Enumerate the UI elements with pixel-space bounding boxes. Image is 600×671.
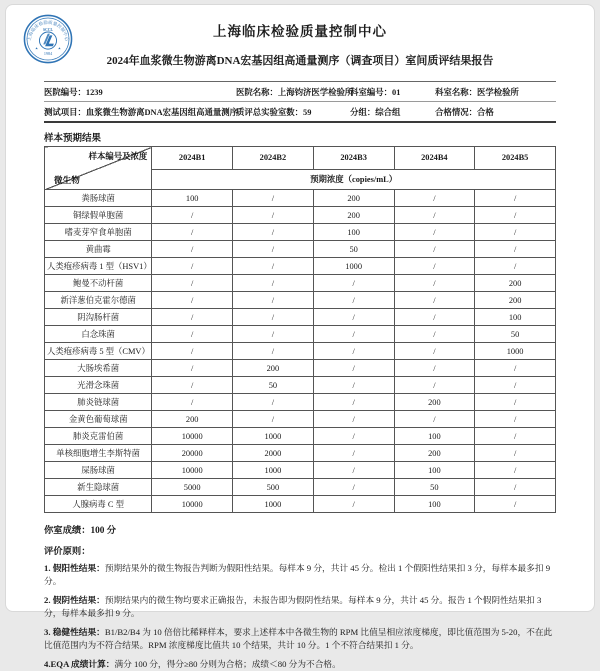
organism-name-cell: 黄曲霉 <box>45 241 152 258</box>
principle-2-text: 预期结果内的微生物均要求正确报告，未报告即为假阴性结果。每样本 9 分，共计 45 分。报告 1 个假阴性结果扣 3 分，每样本最多扣 9 分。 <box>44 594 542 619</box>
concentration-value-cell: / <box>152 258 233 275</box>
concentration-value-cell: / <box>233 326 314 343</box>
group-field <box>350 106 435 118</box>
seal-abbr-text: SCCL <box>43 27 53 32</box>
concentration-value-cell: / <box>233 275 314 292</box>
organism-name-cell: 人类疱疹病毒 5 型（CMV） <box>45 343 152 360</box>
organism-name-cell: 光滑念珠菌 <box>45 377 152 394</box>
concentration-value-cell: / <box>152 224 233 241</box>
table-row <box>45 428 556 445</box>
concentration-value-cell: / <box>313 394 394 411</box>
concentration-value-cell: 20000 <box>152 445 233 462</box>
organism-name-cell: 嗜麦芽窄食单胞菌 <box>45 224 152 241</box>
sccl-seal-logo <box>23 14 73 64</box>
organism-name-cell: 鲍曼不动杆菌 <box>45 275 152 292</box>
concentration-value-cell: / <box>475 190 556 207</box>
table-row <box>45 496 556 513</box>
concentration-value-cell: / <box>394 326 475 343</box>
concentration-value-cell: / <box>313 479 394 496</box>
organism-name-cell: 新洋葱伯克霍尔德菌 <box>45 292 152 309</box>
concentration-value-cell: / <box>475 496 556 513</box>
report-page <box>5 4 595 669</box>
hospital-name-label: 医院名称： <box>236 87 278 97</box>
concentration-value-cell: / <box>394 207 475 224</box>
table-header-row <box>45 147 556 170</box>
concentration-value-cell: / <box>233 411 314 428</box>
concentration-value-cell: / <box>475 241 556 258</box>
seal-year-text: 1984 <box>43 51 53 57</box>
principle-1-text: 预期结果外的微生物报告判断为假阳性结果。每样本 9 分，共计 45 分。检出 1 个假阳性结果扣 3 分，每样本最多扣 9 分。 <box>44 563 551 587</box>
concentration-value-cell: 2000 <box>233 445 314 462</box>
concentration-value-cell: / <box>152 360 233 377</box>
principle-2-lead: 2. 假阴性结果： <box>44 594 105 605</box>
pass-status-field <box>435 106 556 118</box>
table-row <box>45 411 556 428</box>
concentration-value-cell: 10000 <box>152 428 233 445</box>
seal-ring-text: 上海临床检验质量控制中心 <box>26 19 70 42</box>
table-row <box>45 360 556 377</box>
concentration-value-cell: / <box>394 275 475 292</box>
concentration-value-cell: 200 <box>313 207 394 224</box>
concentration-value-cell: / <box>394 224 475 241</box>
concentration-value-cell: / <box>475 411 556 428</box>
table-row <box>45 258 556 275</box>
concentration-value-cell: / <box>313 377 394 394</box>
table-row <box>45 309 556 326</box>
concentration-value-cell: 200 <box>313 190 394 207</box>
concentration-value-cell: 50 <box>313 241 394 258</box>
expected-results-tbody <box>45 190 556 513</box>
dept-id-label: 科室编号： <box>350 87 393 97</box>
concentration-value-cell: 50 <box>394 479 475 496</box>
principle-false-negative <box>44 594 556 621</box>
concentration-value-cell: / <box>233 241 314 258</box>
dept-name-value: 医学检验所 <box>477 87 519 97</box>
concentration-value-cell: 1000 <box>233 428 314 445</box>
organism-name-cell: 屎肠球菌 <box>45 462 152 479</box>
organism-name-cell: 肺炎链球菌 <box>45 394 152 411</box>
table-row <box>45 190 556 207</box>
table-row <box>45 241 556 258</box>
hospital-id-field <box>44 86 236 98</box>
column-header-2024b3: 2024B3 <box>313 147 394 170</box>
concentration-value-cell: / <box>475 428 556 445</box>
concentration-value-cell: / <box>313 360 394 377</box>
principle-4-lead: 4.EQA 成绩计算： <box>44 658 115 669</box>
expected-concentration-header: 预期浓度（copies/mL） <box>152 169 556 189</box>
concentration-value-cell: / <box>233 309 314 326</box>
seal-star-right-icon: ★ <box>57 46 62 51</box>
concentration-value-cell: / <box>233 343 314 360</box>
concentration-value-cell: / <box>233 394 314 411</box>
concentration-value-cell: / <box>152 377 233 394</box>
concentration-value-cell: / <box>152 394 233 411</box>
concentration-value-cell: 100 <box>152 190 233 207</box>
concentration-value-cell: 100 <box>475 309 556 326</box>
hospital-name-field <box>236 86 354 98</box>
hospital-id-value: 1239 <box>85 87 103 97</box>
concentration-value-cell: / <box>394 292 475 309</box>
concentration-value-cell: / <box>233 292 314 309</box>
concentration-value-cell: 500 <box>233 479 314 496</box>
concentration-value-cell: 1000 <box>233 462 314 479</box>
dept-id-field <box>350 86 435 98</box>
concentration-value-cell: / <box>475 224 556 241</box>
concentration-value-cell: 10000 <box>152 496 233 513</box>
concentration-value-cell: / <box>313 462 394 479</box>
concentration-value-cell: / <box>233 190 314 207</box>
concentration-value-cell: / <box>394 190 475 207</box>
test-item-label: 测试项目： <box>44 107 86 117</box>
dept-name-field <box>435 86 556 98</box>
test-item-value: 血浆微生物游离DNA宏基因组高通量测序 <box>85 107 239 117</box>
diagonal-corner-cell <box>45 147 152 190</box>
concentration-value-cell: 100 <box>394 428 475 445</box>
report-info-table <box>44 81 556 123</box>
concentration-value-cell: / <box>394 360 475 377</box>
concentration-value-cell: / <box>394 411 475 428</box>
score-value: 100 分 <box>90 526 117 536</box>
concentration-value-cell: / <box>475 377 556 394</box>
report-footer <box>44 522 556 671</box>
concentration-value-cell: / <box>313 343 394 360</box>
group-value: 综合组 <box>375 107 401 117</box>
column-header-2024b2: 2024B2 <box>233 147 314 170</box>
table-row <box>45 377 556 394</box>
concentration-value-cell: / <box>152 309 233 326</box>
concentration-value-cell: / <box>394 241 475 258</box>
concentration-value-cell: 1000 <box>313 258 394 275</box>
concentration-value-cell: 200 <box>152 411 233 428</box>
test-item-field <box>44 106 239 118</box>
dept-id-value: 01 <box>392 87 401 97</box>
section-title-expected-results: 样本预期结果 <box>44 134 102 144</box>
table-row <box>45 326 556 343</box>
seal-star-left-icon: ★ <box>34 46 39 51</box>
organism-name-cell: 阴沟肠杆菌 <box>45 309 152 326</box>
concentration-value-cell: 100 <box>394 462 475 479</box>
concentration-value-cell: / <box>313 496 394 513</box>
concentration-value-cell: / <box>475 462 556 479</box>
info-row-1 <box>44 82 556 101</box>
expected-results-table <box>44 146 556 513</box>
concentration-value-cell: 50 <box>233 377 314 394</box>
concentration-value-cell: / <box>152 343 233 360</box>
org-title: 上海临床检验质量控制中心 <box>213 24 387 39</box>
organism-name-cell: 金黄色葡萄球菌 <box>45 411 152 428</box>
concentration-value-cell: / <box>313 428 394 445</box>
principle-3-text: B1/B2/B4 为 10 倍倍比稀释样本，要求上述样本中各微生物的 RPM 比值呈相应浓度梯度，即比值范围为 5-20，不在此比值范围内为不符合结果。RPM 浓度梯度比值共 10 个结果，共计 10 分。1 个不符合结果扣 1 分。 <box>44 626 553 651</box>
concentration-value-cell: 200 <box>475 275 556 292</box>
principle-3-lead: 3. 稳健性结果： <box>44 626 105 637</box>
table-row <box>45 207 556 224</box>
table-row <box>45 343 556 360</box>
dept-name-label: 科室名称： <box>435 87 478 97</box>
principle-robustness <box>44 626 556 653</box>
column-header-2024b1: 2024B1 <box>152 147 233 170</box>
organism-name-cell: 大肠埃希菌 <box>45 360 152 377</box>
concentration-value-cell: / <box>475 360 556 377</box>
table-row <box>45 394 556 411</box>
principle-4-text: 满分 100 分，得分≥80 分则为合格；成绩＜80 分为不合格。 <box>114 658 341 669</box>
concentration-value-cell: 5000 <box>152 479 233 496</box>
principle-eqa-score <box>44 658 556 671</box>
group-label: 分组： <box>350 107 376 117</box>
organism-name-cell: 人腺病毒 C 型 <box>45 496 152 513</box>
column-header-2024b4: 2024B4 <box>394 147 475 170</box>
concentration-value-cell: / <box>394 343 475 360</box>
concentration-value-cell: / <box>475 479 556 496</box>
concentration-value-cell: 200 <box>394 445 475 462</box>
corner-label-organism: 微生物 <box>54 175 80 185</box>
concentration-value-cell: / <box>233 207 314 224</box>
concentration-value-cell: / <box>394 377 475 394</box>
concentration-value-cell: 10000 <box>152 462 233 479</box>
concentration-value-cell: 100 <box>394 496 475 513</box>
report-title: 2024年血浆微生物游离DNA宏基因组高通量测序（调查项目）室间质评结果报告 <box>106 55 494 67</box>
concentration-value-cell: / <box>475 445 556 462</box>
concentration-value-cell: / <box>152 292 233 309</box>
lab-count-field <box>236 106 350 118</box>
concentration-value-cell: 200 <box>233 360 314 377</box>
concentration-value-cell: / <box>475 258 556 275</box>
concentration-value-cell: / <box>233 224 314 241</box>
concentration-value-cell: / <box>313 326 394 343</box>
lab-score-line <box>44 522 556 536</box>
table-row <box>45 462 556 479</box>
organism-name-cell: 新生隐球菌 <box>45 479 152 496</box>
concentration-value-cell: / <box>313 411 394 428</box>
concentration-value-cell: 50 <box>475 326 556 343</box>
corner-label-sample: 样本编号及浓度 <box>88 152 148 161</box>
concentration-value-cell: 200 <box>394 394 475 411</box>
concentration-value-cell: / <box>152 207 233 224</box>
organism-name-cell: 肺炎克雷伯菌 <box>45 428 152 445</box>
principle-false-positive <box>44 562 556 589</box>
organism-name-cell: 白念珠菌 <box>45 326 152 343</box>
pass-status-value: 合格 <box>477 107 494 117</box>
concentration-value-cell: 100 <box>313 224 394 241</box>
principles-title: 评价原则： <box>44 547 91 557</box>
hospital-id-label: 医院编号： <box>44 87 86 97</box>
score-label: 你室成绩： <box>44 526 91 536</box>
organism-name-cell: 人类疱疹病毒 1 型（HSV1） <box>45 258 152 275</box>
pass-status-label: 合格情况： <box>435 107 478 117</box>
concentration-value-cell: / <box>152 275 233 292</box>
organism-name-cell: 单核细胞增生李斯特菌 <box>45 445 152 462</box>
lab-count-label: 质评总实验室数： <box>236 107 303 117</box>
table-row <box>45 275 556 292</box>
concentration-value-cell: / <box>394 309 475 326</box>
table-row <box>45 479 556 496</box>
concentration-value-cell: / <box>475 394 556 411</box>
concentration-value-cell: / <box>313 292 394 309</box>
concentration-value-cell: / <box>475 207 556 224</box>
organism-name-cell: 粪肠球菌 <box>45 190 152 207</box>
lab-count-value: 59 <box>303 107 312 117</box>
organism-name-cell: 铜绿假单胞菌 <box>45 207 152 224</box>
concentration-value-cell: / <box>233 258 314 275</box>
table-row <box>45 292 556 309</box>
concentration-value-cell: / <box>152 241 233 258</box>
concentration-value-cell: / <box>313 445 394 462</box>
concentration-value-cell: / <box>313 275 394 292</box>
concentration-value-cell: / <box>394 258 475 275</box>
concentration-value-cell: 1000 <box>233 496 314 513</box>
concentration-value-cell: 200 <box>475 292 556 309</box>
column-header-2024b5: 2024B5 <box>475 147 556 170</box>
concentration-value-cell: / <box>152 326 233 343</box>
info-row-2 <box>44 101 556 121</box>
table-row <box>45 445 556 462</box>
principle-1-lead: 1. 假阳性结果： <box>44 563 105 573</box>
table-row <box>45 224 556 241</box>
hospital-name-value: 上海钧济医学检验所 <box>277 87 354 97</box>
concentration-value-cell: 1000 <box>475 343 556 360</box>
concentration-value-cell: / <box>313 309 394 326</box>
